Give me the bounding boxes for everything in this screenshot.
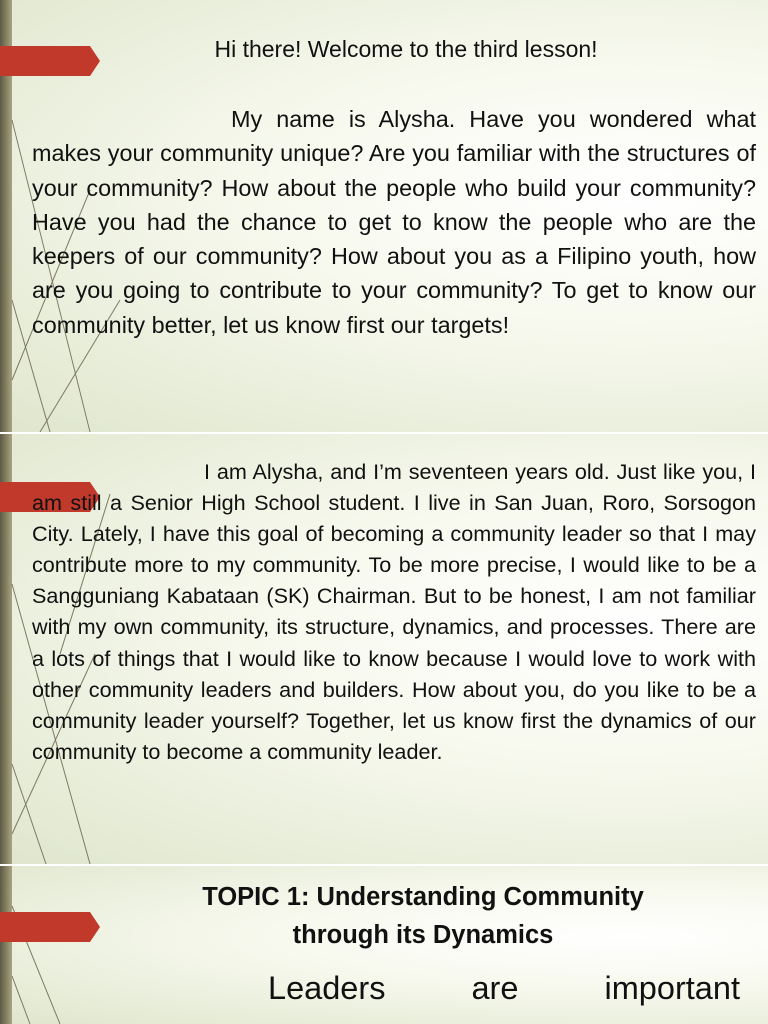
about-paragraph: I am Alysha, and I’m seventeen years old. Just like you, I am still a Senior High School student. I live in San Juan, Roro, Sorsogon City. Lately, I have this goal of becoming a community leader so that I may contribute more to my community. To be more precise, I would like to be a Sangguniang Kabataan (SK) Chairman. But to be honest, I am not familiar with my own community, its structure, dynamics, and processes. There are a lots of things that I would like to know because I would love to work with other community leaders and builders. How about you, do you like to be a community leader yourself? Together, let us know first the dynamics of our community to become a community leader.	[32, 459, 756, 764]
topic-lead-text	[268, 970, 740, 1007]
topic-title-line-2: through its Dynamics	[292, 921, 554, 949]
lead-word: important	[604, 970, 740, 1006]
lesson-welcome-heading: Hi there! Welcome to the third lesson!	[214, 36, 598, 62]
intro-paragraph: My name is Alysha. Have you wondered what makes your community unique? Are you familiar with the structures of your community? How about the people who build your community? Have you had the chance to get to know the people who are the keepers of our community? How about you as a Filipino youth, how are you going to contribute to your community? To get to know our community better, let us know first our targets!	[32, 106, 756, 338]
lead-word: Leaders	[268, 970, 386, 1006]
slide-topic-1	[0, 866, 768, 1024]
lead-word: are	[471, 970, 519, 1006]
topic-title-line-1: TOPIC 1: Understanding Community	[202, 883, 644, 911]
topic-title	[0, 878, 768, 954]
slide-intro	[0, 0, 768, 432]
slide-about-alysha	[0, 434, 768, 864]
